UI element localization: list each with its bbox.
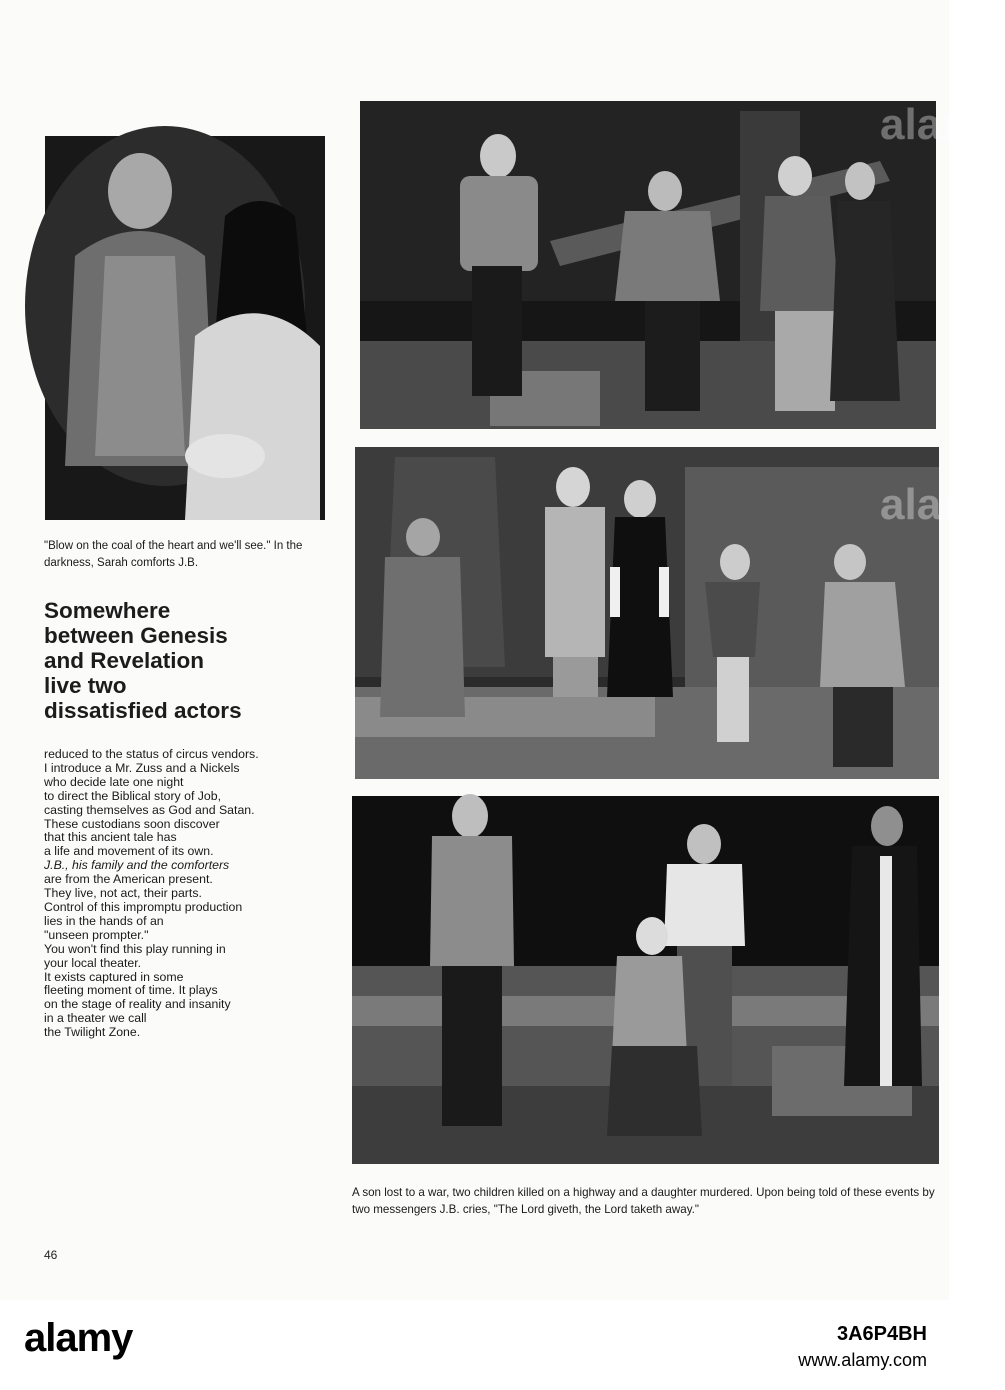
sarah-comforts-jb-photo [45,136,325,520]
stage-scene-group-photo [355,447,939,779]
body-line: on the stage of reality and insanity [44,997,231,1012]
body-line: your local theater. [44,955,142,970]
body-line: reduced to the status of circus vendors. [44,747,259,761]
body-line: the Twilight Zone. [44,1025,141,1040]
alamy-logo: alamy [24,1316,133,1360]
body-line: Control of this impromptu production [44,899,243,914]
watermark-overlay: alamy [880,100,1005,149]
body-line: fleeting moment of time. It plays [44,983,218,998]
caption-sarah-comforts: "Blow on the coal of the heart and we'll see." In the darkness, Sarah comforts J.B. [44,540,303,569]
stage-scene-scaffold-photo [360,101,936,429]
body-line: I introduce a Mr. Zuss and a Nickels [44,760,240,775]
body-line: casting themselves as God and Satan. [44,802,255,817]
page-number: 46 [44,1248,58,1262]
body-line: in a theater we call [44,1011,147,1026]
body-line: They live, not act, their parts. [44,886,202,901]
watermark-url[interactable]: www.alamy.com [798,1350,927,1370]
caption-messengers: A son lost to a war, two children killed on a highway and a daughter murdered. Upon being told of these events by two messengers J.B. cries, "The Lord giveth, the Lord taketh away." [352,1186,935,1216]
body-line: are from the American present. [44,872,213,887]
body-line: who decide late one night [44,774,184,789]
watermark-bar [0,1300,949,1390]
headline-line: live two [44,673,127,698]
body-line: "unseen prompter." [44,927,149,942]
article-headline [44,598,304,723]
body-line: These custodians soon discover [44,816,220,831]
headline-line: dissatisfied actors [44,698,242,723]
headline-line: and Revelation [44,648,205,673]
headline-line: Somewhere [44,598,171,623]
watermark-overlay: alamy [880,480,1005,529]
body-line: You won't find this play running in [44,941,226,956]
body-line: J.B., his family and the comforters [44,858,230,873]
body-line: lies in the hands of an [44,913,164,928]
stage-scene-kneeling-photo [352,796,939,1164]
body-line: that this ancient tale has [44,830,177,845]
headline-line: between Genesis [44,623,228,648]
body-line: It exists captured in some [44,969,184,984]
article-body [44,748,344,1040]
body-line: a life and movement of its own. [44,844,214,859]
body-line: to direct the Biblical story of Job, [44,788,222,803]
image-id: 3A6P4BH [836,1323,927,1345]
